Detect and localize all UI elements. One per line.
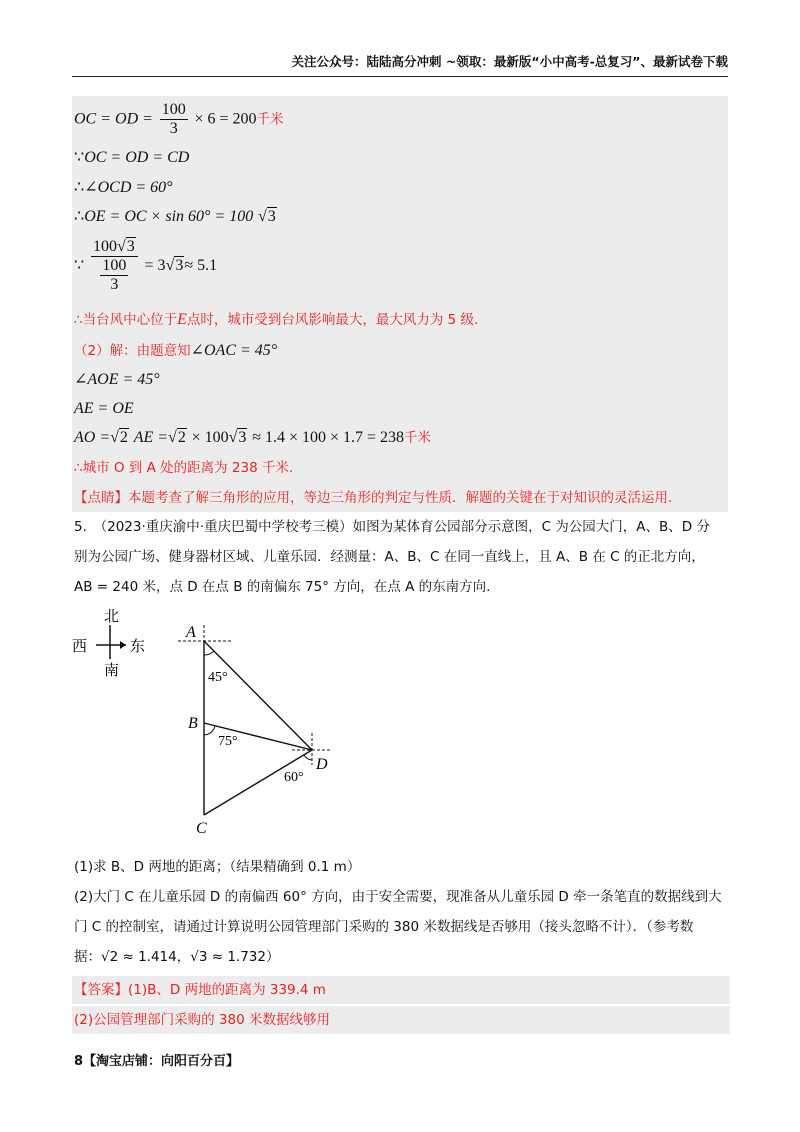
angle-arc-d <box>304 755 312 760</box>
question-2-line-3: 据：√2 ≈ 1.414，√3 ≈ 1.732） <box>74 949 280 965</box>
point-a-label: A <box>186 624 196 641</box>
angle-d-label: 60° <box>284 770 304 785</box>
solution-line-4: ∴OE = OC × sin 60° = 100 √3 <box>74 208 276 225</box>
solution-line-1: OC = OD = $\frac{100}{3}$ × 6 = 200千米 <box>74 101 284 137</box>
solution-line-12: 【点睛】本题考查了解三角形的应用，等边三角形的判定与性质．解题的关键在于对知识的灵活运用. <box>74 490 673 506</box>
solution-line-3: ∴∠OCD = 60° <box>74 179 173 196</box>
geometry-figure <box>68 605 348 845</box>
compass-east: 东 <box>130 637 146 655</box>
angle-b-label: 75° <box>218 734 238 749</box>
question-2-line-2: 门 C 的控制室，请通过计算说明公园管理部门采购的 380 米数据线是否够用（接头忽略不计）．（参考数 <box>74 919 694 935</box>
problem-line-1: 5. （2023·重庆渝中·重庆巴蜀中学校考三模）如图为某体育公园部分示意图，C 为公园大门，A、B、D 分 <box>74 519 710 535</box>
solution-line-9: AE = OE <box>74 400 134 417</box>
point-b-label: B <box>188 715 198 732</box>
solution-line-7: （2）解：由题意知∠OAC = 45° <box>74 342 278 359</box>
solution-line-10: AO =√2 AE =√2 × 100√3 ≈ 1.4 × 100 × 1.7 = 238千米 <box>74 429 432 446</box>
angle-a-label: 45° <box>208 670 228 685</box>
compass-arrow-icon <box>120 641 126 649</box>
solution-line-5: ∵ $\frac{100√3}{\frac{100}{3}}$ = 3√3≈ 5.1 <box>74 238 218 293</box>
question-1: (1)求 B、D 两地的距离；（结果精确到 0.1 m） <box>74 859 361 875</box>
compass-south: 南 <box>104 661 120 679</box>
solution-line-2: ∵OC = OD = CD <box>74 149 190 166</box>
problem-line-2: 别为公园广场、健身器材区域、儿童乐园．经测量：A、B、C 在同一直线上，且 A、B 在 C 的正北方向， <box>74 549 705 565</box>
solution-line-8: ∠AOE = 45° <box>74 371 160 388</box>
solution-line-6: ∴当台风中心位于E点时，城市受到台风影响最大，最大风力为 5 级. <box>74 311 479 328</box>
solution-line-11: ∴城市 O 到 A 处的距离为 238 千米. <box>74 460 294 476</box>
angle-arc-b <box>204 726 215 735</box>
problem-text <box>74 512 728 602</box>
answer-line-2: (2)公园管理部门采购的 380 米数据线够用 <box>72 1006 730 1034</box>
problem-line-3: AB = 240 米，点 D 在点 B 的南偏东 75° 方向，在点 A 的东南方向. <box>74 579 491 595</box>
question-2-line-1: (2)大门 C 在儿童乐园 D 的南偏西 60° 方向，由于安全需要，现准备从儿童乐园 D 牵一条笔直的数据线到大 <box>74 889 722 905</box>
page-footer: 8【淘宝店铺：向阳百分百】 <box>74 1054 240 1069</box>
angle-arc-a <box>204 651 214 655</box>
compass-north: 北 <box>104 607 120 625</box>
answer-line-1: 【答案】(1)B、D 两地的距离为 339.4 m <box>72 976 730 1004</box>
questions <box>74 852 728 972</box>
point-d-label: D <box>316 756 328 773</box>
compass-west: 西 <box>72 637 88 655</box>
point-c-label: C <box>196 820 207 837</box>
page-header: 关注公众号：陆陆高分冲刺 ~领取：最新版“小中高考-总复习”、最新试卷下载 <box>72 52 728 77</box>
